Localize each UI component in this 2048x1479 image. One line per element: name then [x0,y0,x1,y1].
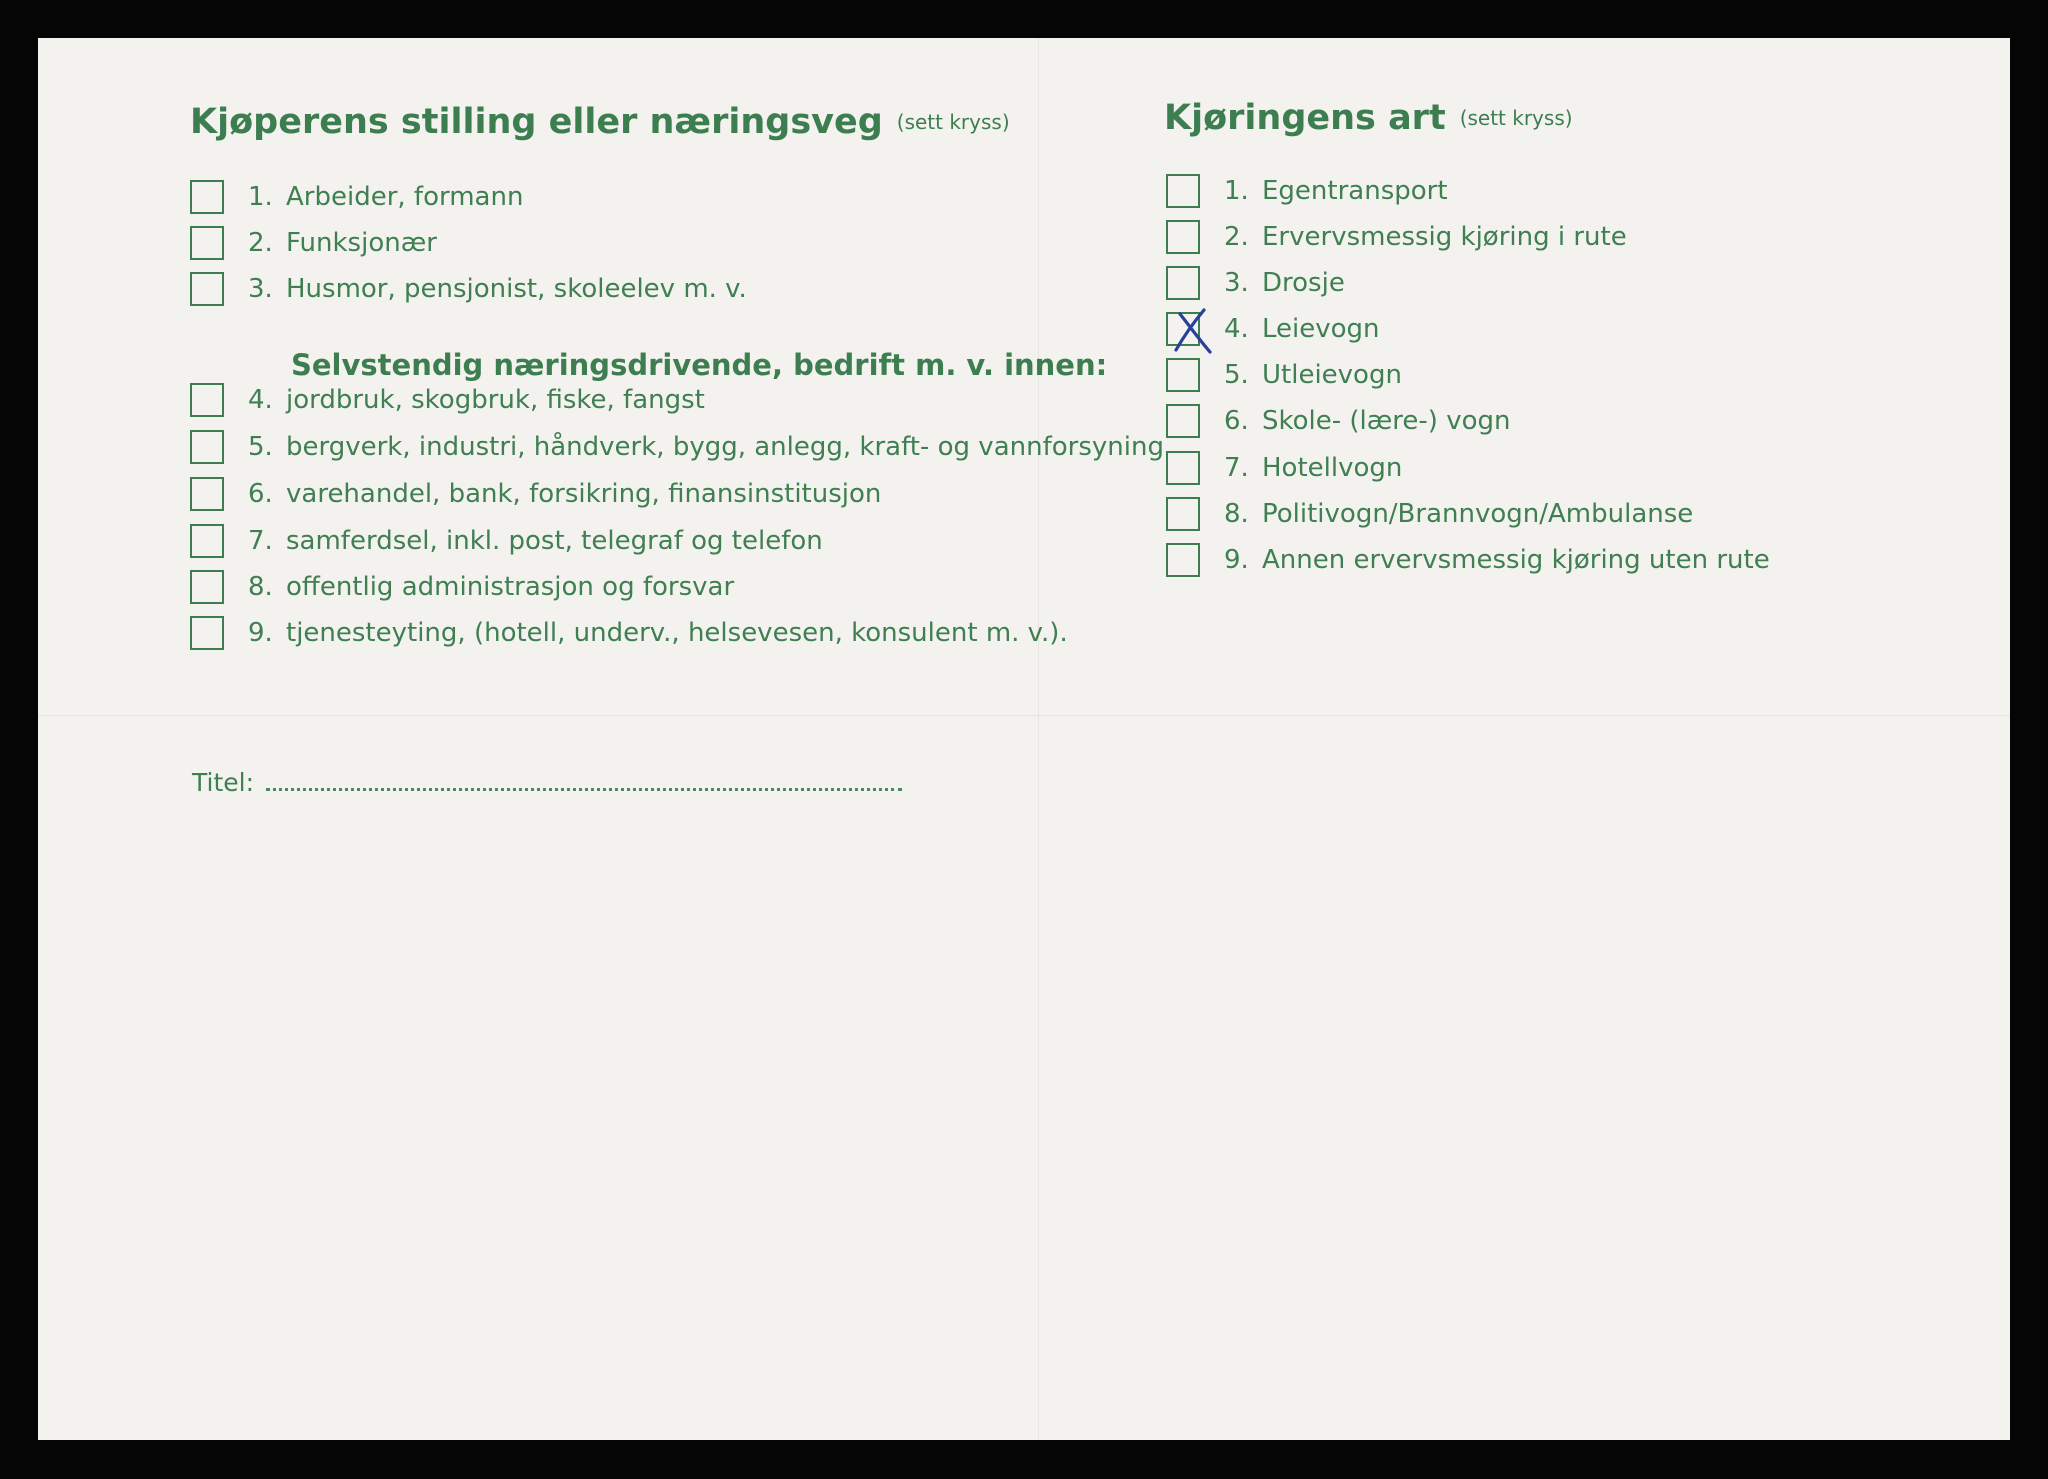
driving-option-2[interactable] [1166,218,1627,256]
form-sheet [38,38,2010,1440]
option-label: bergverk, industri, håndverk, bygg, anlegg, kraft- og vannforsyning [286,432,1164,462]
option-number: 5. [248,432,273,462]
option-number: 7. [248,526,273,556]
checkbox-driving-8[interactable] [1166,497,1200,531]
option-number: 8. [248,572,273,602]
occupation-option-5[interactable] [190,428,1164,466]
checkbox-driving-1[interactable] [1166,174,1200,208]
driving-option-8[interactable] [1166,495,1694,533]
checkbox-driving-9[interactable] [1166,543,1200,577]
right-title-text: Kjøringens art [1164,98,1446,138]
checkbox-occupation-7[interactable] [190,524,224,558]
option-label: samferdsel, inkl. post, telegraf og telefon [286,526,823,556]
checkbox-occupation-1[interactable] [190,180,224,214]
checkbox-driving-5[interactable] [1166,358,1200,392]
fold-line-horizontal [38,715,2010,716]
option-number: 1. [248,182,273,212]
option-number: 6. [248,479,273,509]
checkbox-occupation-8[interactable] [190,570,224,604]
checkbox-driving-6[interactable] [1166,404,1200,438]
occupation-option-3[interactable] [190,270,747,308]
option-number: 9. [1224,545,1249,575]
driving-option-6[interactable] [1166,402,1511,440]
handwritten-x-mark-icon [1170,306,1214,354]
occupation-option-8[interactable] [190,568,735,606]
option-number: 4. [248,385,273,415]
option-number: 3. [1224,268,1249,298]
option-label: Skole- (lære-) vogn [1262,406,1511,436]
occupation-option-9[interactable] [190,614,1068,652]
option-label: Annen ervervsmessig kjøring uten rute [1262,545,1770,575]
driving-option-4[interactable] [1166,310,1380,348]
occupation-option-4[interactable] [190,381,705,419]
option-label: Egentransport [1262,176,1448,206]
checkbox-occupation-5[interactable] [190,430,224,464]
titel-dotted-line[interactable] [266,768,902,791]
option-number: 5. [1224,360,1249,390]
driving-option-3[interactable] [1166,264,1345,302]
checkbox-occupation-3[interactable] [190,272,224,306]
checkbox-occupation-2[interactable] [190,226,224,260]
checkbox-occupation-6[interactable] [190,477,224,511]
driving-option-5[interactable] [1166,356,1402,394]
driving-option-9[interactable] [1166,541,1770,579]
occupation-option-2[interactable] [190,224,437,262]
fold-line-vertical [1038,38,1039,1440]
option-label: Hotellvogn [1262,453,1403,483]
checkbox-driving-7[interactable] [1166,451,1200,485]
option-number: 7. [1224,453,1249,483]
option-number: 6. [1224,406,1249,436]
driving-option-1[interactable] [1166,172,1448,210]
option-number: 9. [248,618,273,648]
option-number: 2. [1224,222,1249,252]
titel-field[interactable] [192,768,902,797]
option-label: Drosje [1262,268,1345,298]
option-number: 3. [248,274,273,304]
option-label: Politivogn/Brannvogn/Ambulanse [1262,499,1694,529]
left-title-text: Kjøperens stilling eller næringsveg [190,102,883,142]
option-number: 4. [1224,314,1249,344]
checkbox-driving-2[interactable] [1166,220,1200,254]
checkbox-driving-4[interactable] [1166,312,1200,346]
option-label: tjenesteyting, (hotell, underv., helsevesen, konsulent m. v.). [286,618,1068,648]
option-label: Utleievogn [1262,360,1402,390]
titel-label: Titel: [192,768,254,797]
occupation-option-6[interactable] [190,475,882,513]
right-title-hint: (sett kryss) [1459,106,1573,130]
option-label: Husmor, pensjonist, skoleelev m. v. [286,274,747,304]
checkbox-driving-3[interactable] [1166,266,1200,300]
option-label: offentlig administrasjon og forsvar [286,572,735,602]
option-label: varehandel, bank, forsikring, finansinstitusjon [286,479,882,509]
option-number: 8. [1224,499,1249,529]
driving-option-7[interactable] [1166,449,1403,487]
left-section-title [190,102,1010,142]
left-title-hint: (sett kryss) [896,110,1010,134]
option-label: Funksjonær [286,228,437,258]
checkbox-occupation-4[interactable] [190,383,224,417]
self-employed-subheading: Selvstendig næringsdrivende, bedrift m. v. innen: [291,348,1108,382]
option-label: jordbruk, skogbruk, fiske, fangst [286,385,705,415]
checkbox-occupation-9[interactable] [190,616,224,650]
occupation-option-7[interactable] [190,522,823,560]
option-label: Arbeider, formann [286,182,524,212]
option-number: 2. [248,228,273,258]
right-section-title [1164,98,1573,138]
option-label: Ervervsmessig kjøring i rute [1262,222,1627,252]
occupation-option-1[interactable] [190,178,524,216]
option-label: Leievogn [1262,314,1380,344]
option-number: 1. [1224,176,1249,206]
